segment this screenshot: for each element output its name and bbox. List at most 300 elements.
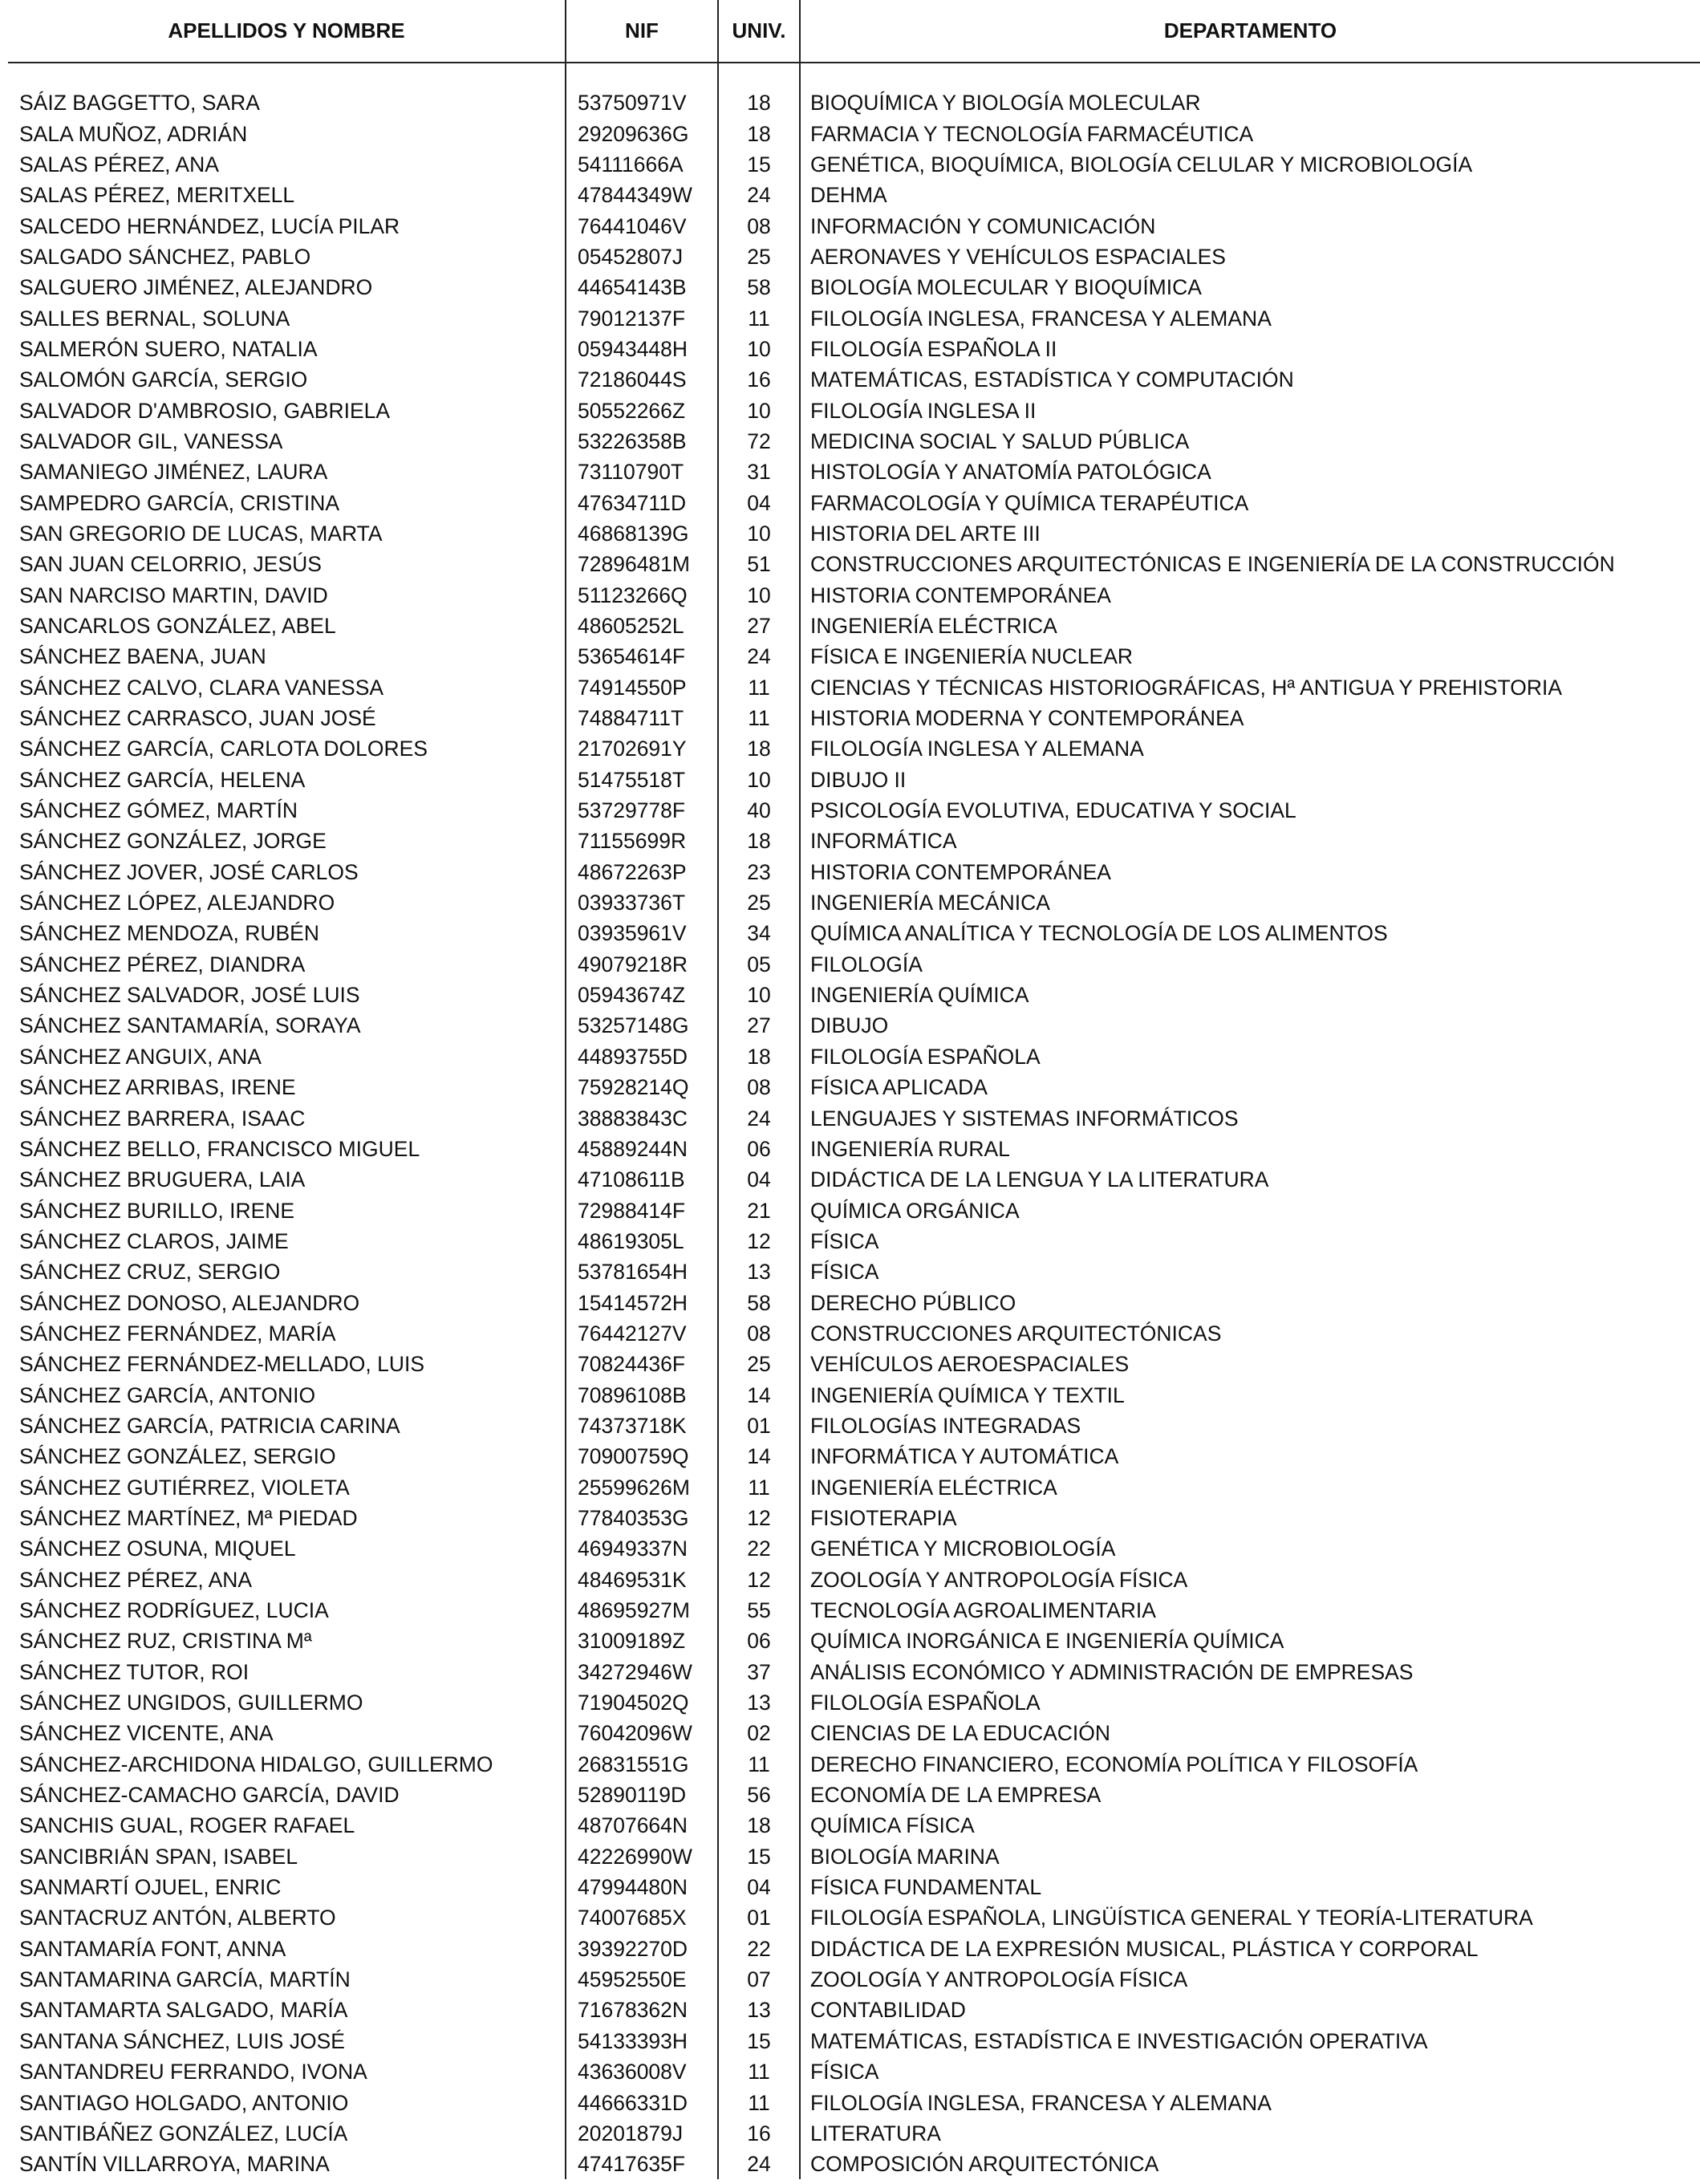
person-name-cell: SALAS PÉREZ, MERITXELL [19, 183, 295, 208]
table-row [8, 1533, 1700, 1564]
nif-cell: 38883843C [566, 1102, 718, 1133]
nif-cell: 48469531K [566, 1565, 718, 1595]
person-name-cell: SANCHIS GUAL, ROGER RAFAEL [19, 1813, 355, 1838]
nif-cell: 05452807J [566, 242, 718, 272]
university-code-cell: 58 [718, 1287, 800, 1317]
nif-cell: 74007685X [566, 1902, 718, 1933]
column-header-name: APELLIDOS Y NOMBRE [8, 0, 566, 63]
column-header-univ: UNIV. [718, 0, 800, 63]
person-name-cell: SÁNCHEZ JOVER, JOSÉ CARLOS [19, 859, 359, 884]
department-cell: INGENIERÍA MECÁNICA [800, 887, 1700, 918]
department-cell: FILOLOGÍA ESPAÑOLA II [800, 334, 1700, 364]
department-cell: FÍSICA FUNDAMENTAL [800, 1872, 1700, 1902]
university-code-cell: 10 [718, 395, 800, 425]
table-row [8, 1841, 1700, 1872]
university-code-cell: 11 [718, 1749, 800, 1780]
university-code-cell: 24 [718, 2149, 800, 2179]
department-cell: HISTORIA MODERNA Y CONTEMPORÁNEA [800, 703, 1700, 733]
table-row [8, 180, 1700, 210]
department-cell: DIDÁCTICA DE LA LENGUA Y LA LITERATURA [800, 1164, 1700, 1195]
university-code-cell: 11 [718, 302, 800, 333]
department-cell: FILOLOGÍA ESPAÑOLA [800, 1041, 1700, 1072]
department-cell: MATEMÁTICAS, ESTADÍSTICA Y COMPUTACIÓN [800, 364, 1700, 395]
table-row [8, 518, 1700, 549]
department-cell: INFORMÁTICA Y AUTOMÁTICA [800, 1441, 1700, 1472]
nif-cell: 46949337N [566, 1533, 718, 1564]
department-cell: BIOLOGÍA MOLECULAR Y BIOQUÍMICA [800, 272, 1700, 302]
table-row [8, 2149, 1700, 2179]
document-page [8, 0, 1700, 2184]
university-code-cell: 02 [718, 1718, 800, 1748]
table-row [8, 857, 1700, 887]
person-name-cell: SÁNCHEZ-CAMACHO GARCÍA, DAVID [19, 1783, 400, 1808]
table-row [8, 1503, 1700, 1533]
university-code-cell: 18 [718, 87, 800, 118]
table-row [8, 87, 1700, 118]
nif-cell: 25599626M [566, 1472, 718, 1502]
department-cell: QUÍMICA ORGÁNICA [800, 1195, 1700, 1225]
table-row [8, 1934, 1700, 1964]
nif-cell: 72896481M [566, 549, 718, 579]
university-code-cell: 27 [718, 1010, 800, 1041]
person-name-cell: SÁNCHEZ PÉREZ, DIANDRA [19, 952, 306, 976]
university-code-cell: 18 [718, 826, 800, 856]
nif-cell: 70896108B [566, 1379, 718, 1410]
university-code-cell: 27 [718, 611, 800, 641]
department-cell: FÍSICA APLICADA [800, 1072, 1700, 1102]
table-row [8, 1872, 1700, 1902]
person-name-cell: SANTÍN VILLARROYA, MARINA [19, 2152, 330, 2177]
nif-cell: 29209636G [566, 118, 718, 148]
university-code-cell: 25 [718, 242, 800, 272]
nif-cell: 76442127V [566, 1318, 718, 1349]
university-code-cell: 22 [718, 1533, 800, 1564]
nif-cell: 70900759Q [566, 1441, 718, 1472]
department-cell: CIENCIAS Y TÉCNICAS HISTORIOGRÁFICAS, Hª ANTIGUA Y PREHISTORIA [800, 672, 1700, 703]
university-code-cell: 22 [718, 1934, 800, 1964]
nif-cell: 71904502Q [566, 1687, 718, 1718]
person-name-cell: SANCIBRIÁN SPAN, ISABEL [19, 1844, 298, 1869]
university-code-cell: 11 [718, 703, 800, 733]
table-row [8, 334, 1700, 364]
table-row [8, 210, 1700, 241]
nif-cell: 53654614F [566, 641, 718, 672]
department-cell: QUÍMICA FÍSICA [800, 1810, 1700, 1841]
university-code-cell: 08 [718, 210, 800, 241]
department-cell: QUÍMICA INORGÁNICA E INGENIERÍA QUÍMICA [800, 1626, 1700, 1656]
grants-table [8, 0, 1700, 2179]
table-row [8, 611, 1700, 641]
person-name-cell: SÁNCHEZ CLAROS, JAIME [19, 1228, 289, 1253]
nif-cell: 44654143B [566, 272, 718, 302]
nif-cell: 43636008V [566, 2056, 718, 2087]
person-name-cell: SANTANA SÁNCHEZ, LUIS JOSÉ [19, 2028, 345, 2053]
table-row [8, 1318, 1700, 1349]
table-body [8, 63, 1700, 2179]
nif-cell: 45889244N [566, 1134, 718, 1164]
university-code-cell: 55 [718, 1595, 800, 1626]
department-cell: MEDICINA SOCIAL Y SALUD PÚBLICA [800, 426, 1700, 457]
person-name-cell: SÁNCHEZ RUZ, CRISTINA Mª [19, 1629, 312, 1654]
nif-cell: 47994480N [566, 1872, 718, 1902]
table-row [8, 1687, 1700, 1718]
university-code-cell: 25 [718, 1349, 800, 1379]
table-row [8, 549, 1700, 579]
university-code-cell: 21 [718, 1195, 800, 1225]
table-row [8, 1226, 1700, 1256]
table-row [8, 2087, 1700, 2117]
person-name-cell: SALAS PÉREZ, ANA [19, 152, 219, 177]
header-row [8, 0, 1700, 63]
university-code-cell: 23 [718, 857, 800, 887]
person-name-cell: SALGADO SÁNCHEZ, PABLO [19, 244, 311, 269]
table-row [8, 1995, 1700, 2025]
person-name-cell: SÁNCHEZ MARTÍNEZ, Mª PIEDAD [19, 1505, 358, 1530]
person-name-cell: SANTAMARÍA FONT, ANNA [19, 1936, 286, 1961]
nif-cell: 31009189Z [566, 1626, 718, 1656]
person-name-cell: SÁNCHEZ GUTIÉRREZ, VIOLETA [19, 1475, 350, 1500]
department-cell: DERECHO FINANCIERO, ECONOMÍA POLÍTICA Y FILOSOFÍA [800, 1749, 1700, 1780]
person-name-cell: SAN JUAN CELORRIO, JESÚS [19, 552, 322, 577]
table-row [8, 1565, 1700, 1595]
department-cell: MATEMÁTICAS, ESTADÍSTICA E INVESTIGACIÓN OPERATIVA [800, 2026, 1700, 2056]
nif-cell: 53226358B [566, 426, 718, 457]
university-code-cell: 13 [718, 1995, 800, 2025]
department-cell: FISIOTERAPIA [800, 1503, 1700, 1533]
nif-cell: 54133393H [566, 2026, 718, 2056]
university-code-cell: 08 [718, 1072, 800, 1102]
person-name-cell: SANTACRUZ ANTÓN, ALBERTO [19, 1906, 336, 1930]
nif-cell: 76441046V [566, 210, 718, 241]
department-cell: FÍSICA [800, 1226, 1700, 1256]
university-code-cell: 01 [718, 1411, 800, 1441]
university-code-cell: 37 [718, 1657, 800, 1687]
university-code-cell: 24 [718, 180, 800, 210]
header-spacer-row [8, 63, 1700, 87]
nif-cell: 53750971V [566, 87, 718, 118]
department-cell: BIOQUÍMICA Y BIOLOGÍA MOLECULAR [800, 87, 1700, 118]
table-row [8, 118, 1700, 148]
table-row [8, 302, 1700, 333]
department-cell: HISTORIA CONTEMPORÁNEA [800, 857, 1700, 887]
department-cell: DIBUJO II [800, 765, 1700, 795]
nif-cell: 72186044S [566, 364, 718, 395]
person-name-cell: SÁNCHEZ FERNÁNDEZ-MELLADO, LUIS [19, 1352, 425, 1377]
person-name-cell: SÁNCHEZ DONOSO, ALEJANDRO [19, 1290, 360, 1315]
department-cell: CONSTRUCCIONES ARQUITECTÓNICAS [800, 1318, 1700, 1349]
department-cell: ZOOLOGÍA Y ANTROPOLOGÍA FÍSICA [800, 1964, 1700, 1995]
nif-cell: 20201879J [566, 2118, 718, 2149]
person-name-cell: SÁNCHEZ-ARCHIDONA HIDALGO, GUILLERMO [19, 1752, 493, 1776]
table-row [8, 1595, 1700, 1626]
person-name-cell: SÁNCHEZ LÓPEZ, ALEJANDRO [19, 891, 335, 915]
department-cell: DERECHO PÚBLICO [800, 1287, 1700, 1317]
department-cell: FILOLOGÍA ESPAÑOLA, LINGÜÍSTICA GENERAL Y TEORÍA-LITERATURA [800, 1902, 1700, 1933]
nif-cell: 74884711T [566, 703, 718, 733]
table-row [8, 1780, 1700, 1810]
person-name-cell: SÁNCHEZ BURILLO, IRENE [19, 1198, 295, 1223]
table-row [8, 426, 1700, 457]
table-row [8, 1411, 1700, 1441]
person-name-cell: SÁNCHEZ PÉREZ, ANA [19, 1567, 253, 1592]
person-name-cell: SÁNCHEZ CRUZ, SERGIO [19, 1260, 281, 1285]
person-name-cell: SÁNCHEZ RODRÍGUEZ, LUCIA [19, 1598, 329, 1623]
person-name-cell: SANTAMARINA GARCÍA, MARTÍN [19, 1967, 351, 1992]
table-row [8, 1379, 1700, 1410]
table-row [8, 364, 1700, 395]
university-code-cell: 04 [718, 487, 800, 518]
department-cell: DIDÁCTICA DE LA EXPRESIÓN MUSICAL, PLÁSTICA Y CORPORAL [800, 1934, 1700, 1964]
university-code-cell: 11 [718, 672, 800, 703]
department-cell: FARMACOLOGÍA Y QUÍMICA TERAPÉUTICA [800, 487, 1700, 518]
table-row [8, 1134, 1700, 1164]
university-code-cell: 51 [718, 549, 800, 579]
nif-cell: 70824436F [566, 1349, 718, 1379]
nif-cell: 77840353G [566, 1503, 718, 1533]
column-header-dept: DEPARTAMENTO [800, 0, 1700, 63]
department-cell: FÍSICA E INGENIERÍA NUCLEAR [800, 641, 1700, 672]
table-row [8, 733, 1700, 764]
nif-cell: 03933736T [566, 887, 718, 918]
university-code-cell: 58 [718, 272, 800, 302]
table-row [8, 149, 1700, 180]
department-cell: COMPOSICIÓN ARQUITECTÓNICA [800, 2149, 1700, 2179]
university-code-cell: 10 [718, 334, 800, 364]
nif-cell: 52890119D [566, 1780, 718, 1810]
table-row [8, 580, 1700, 611]
person-name-cell: SANTIBÁÑEZ GONZÁLEZ, LUCÍA [19, 2121, 348, 2145]
person-name-cell: SÁNCHEZ MENDOZA, RUBÉN [19, 921, 319, 946]
table-header [8, 0, 1700, 63]
university-code-cell: 18 [718, 118, 800, 148]
person-name-cell: SÁNCHEZ GARCÍA, ANTONIO [19, 1382, 316, 1407]
university-code-cell: 15 [718, 2026, 800, 2056]
person-name-cell: SALMERÓN SUERO, NATALIA [19, 336, 318, 361]
department-cell: CONSTRUCCIONES ARQUITECTÓNICAS E INGENIERÍA DE LA CONSTRUCCIÓN [800, 549, 1700, 579]
university-code-cell: 10 [718, 518, 800, 549]
person-name-cell: SÁNCHEZ UNGIDOS, GUILLERMO [19, 1691, 363, 1715]
table-row [8, 887, 1700, 918]
table-row [8, 2118, 1700, 2149]
table-row [8, 918, 1700, 948]
university-code-cell: 40 [718, 795, 800, 826]
department-cell: TECNOLOGÍA AGROALIMENTARIA [800, 1595, 1700, 1626]
university-code-cell: 06 [718, 1626, 800, 1656]
university-code-cell: 24 [718, 1102, 800, 1133]
nif-cell: 45952550E [566, 1964, 718, 1995]
person-name-cell: SÁNCHEZ BARRERA, ISAAC [19, 1106, 306, 1131]
column-header-nif: NIF [566, 0, 718, 63]
person-name-cell: SÁNCHEZ GÓMEZ, MARTÍN [19, 798, 298, 823]
department-cell: LENGUAJES Y SISTEMAS INFORMÁTICOS [800, 1102, 1700, 1133]
university-code-cell: 14 [718, 1379, 800, 1410]
university-code-cell: 06 [718, 1134, 800, 1164]
nif-cell: 51475518T [566, 765, 718, 795]
university-code-cell: 07 [718, 1964, 800, 1995]
person-name-cell: SAN GREGORIO DE LUCAS, MARTA [19, 521, 383, 546]
person-name-cell: SÁNCHEZ CALVO, CLARA VANESSA [19, 675, 384, 700]
department-cell: AERONAVES Y VEHÍCULOS ESPACIALES [800, 242, 1700, 272]
person-name-cell: SÁNCHEZ BRUGUERA, LAIA [19, 1167, 306, 1192]
nif-cell: 39392270D [566, 1934, 718, 1964]
person-name-cell: SALA MUÑOZ, ADRIÁN [19, 121, 248, 146]
person-name-cell: SÁNCHEZ OSUNA, MIQUEL [19, 1537, 296, 1561]
table-row [8, 1195, 1700, 1225]
table-row [8, 1256, 1700, 1287]
table-row [8, 949, 1700, 980]
university-code-cell: 12 [718, 1503, 800, 1533]
nif-cell: 71678362N [566, 1995, 718, 2025]
table-row [8, 1718, 1700, 1748]
nif-cell: 53781654H [566, 1256, 718, 1287]
nif-cell: 51123266Q [566, 580, 718, 611]
table-row [8, 1102, 1700, 1133]
university-code-cell: 13 [718, 1256, 800, 1287]
table-row [8, 242, 1700, 272]
person-name-cell: SÁNCHEZ TUTOR, ROI [19, 1659, 250, 1684]
university-code-cell: 10 [718, 580, 800, 611]
table-row [8, 272, 1700, 302]
table-row [8, 1749, 1700, 1780]
nif-cell: 76042096W [566, 1718, 718, 1748]
person-name-cell: SALGUERO JIMÉNEZ, ALEJANDRO [19, 275, 373, 300]
department-cell: FILOLOGÍA INGLESA, FRANCESA Y ALEMANA [800, 302, 1700, 333]
university-code-cell: 56 [718, 1780, 800, 1810]
table-row [8, 641, 1700, 672]
person-name-cell: SAMPEDRO GARCÍA, CRISTINA [19, 490, 340, 515]
table-row [8, 1010, 1700, 1041]
table-row [8, 395, 1700, 425]
nif-cell: 72988414F [566, 1195, 718, 1225]
department-cell: FÍSICA [800, 2056, 1700, 2087]
department-cell: INGENIERÍA ELÉCTRICA [800, 611, 1700, 641]
nif-cell: 50552266Z [566, 395, 718, 425]
table-row [8, 1287, 1700, 1317]
department-cell: FILOLOGÍA INGLESA Y ALEMANA [800, 733, 1700, 764]
nif-cell: 49079218R [566, 949, 718, 980]
nif-cell: 71155699R [566, 826, 718, 856]
university-code-cell: 15 [718, 149, 800, 180]
department-cell: ZOOLOGÍA Y ANTROPOLOGÍA FÍSICA [800, 1565, 1700, 1595]
nif-cell: 53257148G [566, 1010, 718, 1041]
university-code-cell: 10 [718, 765, 800, 795]
university-code-cell: 12 [718, 1226, 800, 1256]
department-cell: GENÉTICA, BIOQUÍMICA, BIOLOGÍA CELULAR Y MICROBIOLOGÍA [800, 149, 1700, 180]
nif-cell: 47844349W [566, 180, 718, 210]
person-name-cell: SÁNCHEZ GONZÁLEZ, JORGE [19, 829, 327, 854]
university-code-cell: 11 [718, 1472, 800, 1502]
nif-cell: 44893755D [566, 1041, 718, 1072]
university-code-cell: 72 [718, 426, 800, 457]
table-row [8, 2056, 1700, 2087]
university-code-cell: 10 [718, 980, 800, 1010]
nif-cell: 47417635F [566, 2149, 718, 2179]
person-name-cell: SALVADOR GIL, VANESSA [19, 428, 283, 453]
university-code-cell: 12 [718, 1565, 800, 1595]
person-name-cell: SÁNCHEZ GARCÍA, HELENA [19, 767, 306, 792]
table-row [8, 1657, 1700, 1687]
nif-cell: 48605252L [566, 611, 718, 641]
table-row [8, 487, 1700, 518]
person-name-cell: SAMANIEGO JIMÉNEZ, LAURA [19, 460, 328, 485]
university-code-cell: 15 [718, 1841, 800, 1872]
table-row [8, 2026, 1700, 2056]
person-name-cell: SAN NARCISO MARTIN, DAVID [19, 583, 328, 607]
nif-cell: 47634711D [566, 487, 718, 518]
person-name-cell: SÁNCHEZ VICENTE, ANA [19, 1721, 274, 1746]
department-cell: INFORMÁTICA [800, 826, 1700, 856]
person-name-cell: SALLES BERNAL, SOLUNA [19, 306, 290, 331]
nif-cell: 54111666A [566, 149, 718, 180]
department-cell: INGENIERÍA ELÉCTRICA [800, 1472, 1700, 1502]
nif-cell: 48707664N [566, 1810, 718, 1841]
nif-cell: 21702691Y [566, 733, 718, 764]
table-row [8, 1964, 1700, 1995]
nif-cell: 53729778F [566, 795, 718, 826]
table-row [8, 672, 1700, 703]
department-cell: CIENCIAS DE LA EDUCACIÓN [800, 1718, 1700, 1748]
person-name-cell: SANCARLOS GONZÁLEZ, ABEL [19, 614, 336, 639]
nif-cell: 74373718K [566, 1411, 718, 1441]
table-row [8, 1072, 1700, 1102]
department-cell: ECONOMÍA DE LA EMPRESA [800, 1780, 1700, 1810]
table-row [8, 1041, 1700, 1072]
table-row [8, 703, 1700, 733]
person-name-cell: SANTIAGO HOLGADO, ANTONIO [19, 2090, 349, 2115]
table-row [8, 980, 1700, 1010]
department-cell: INFORMACIÓN Y COMUNICACIÓN [800, 210, 1700, 241]
table-row [8, 765, 1700, 795]
university-code-cell: 01 [718, 1902, 800, 1933]
table-row [8, 1902, 1700, 1933]
department-cell: FILOLOGÍA INGLESA, FRANCESA Y ALEMANA [800, 2087, 1700, 2117]
person-name-cell: SÁNCHEZ GARCÍA, CARLOTA DOLORES [19, 737, 428, 761]
department-cell: QUÍMICA ANALÍTICA Y TECNOLOGÍA DE LOS ALIMENTOS [800, 918, 1700, 948]
person-name-cell: SANMARTÍ OJUEL, ENRIC [19, 1875, 282, 1900]
nif-cell: 48672263P [566, 857, 718, 887]
table-row [8, 1626, 1700, 1656]
person-name-cell: SÁNCHEZ GARCÍA, PATRICIA CARINA [19, 1413, 400, 1438]
department-cell: BIOLOGÍA MARINA [800, 1841, 1700, 1872]
nif-cell: 75928214Q [566, 1072, 718, 1102]
department-cell: FILOLOGÍA INGLESA II [800, 395, 1700, 425]
nif-cell: 48695927M [566, 1595, 718, 1626]
person-name-cell: SALCEDO HERNÁNDEZ, LUCÍA PILAR [19, 213, 400, 238]
nif-cell: 47108611B [566, 1164, 718, 1195]
department-cell: INGENIERÍA QUÍMICA [800, 980, 1700, 1010]
person-name-cell: SÁNCHEZ FERNÁNDEZ, MARÍA [19, 1321, 336, 1346]
department-cell: CONTABILIDAD [800, 1995, 1700, 2025]
table-row [8, 1441, 1700, 1472]
table-row [8, 795, 1700, 826]
table-row [8, 1472, 1700, 1502]
department-cell: DIBUJO [800, 1010, 1700, 1041]
department-cell: PSICOLOGÍA EVOLUTIVA, EDUCATIVA Y SOCIAL [800, 795, 1700, 826]
nif-cell: 79012137F [566, 302, 718, 333]
university-code-cell: 11 [718, 2056, 800, 2087]
nif-cell: 15414572H [566, 1287, 718, 1317]
department-cell: ANÁLISIS ECONÓMICO Y ADMINISTRACIÓN DE EMPRESAS [800, 1657, 1700, 1687]
table-row [8, 1164, 1700, 1195]
university-code-cell: 34 [718, 918, 800, 948]
university-code-cell: 08 [718, 1318, 800, 1349]
department-cell: FILOLOGÍA [800, 949, 1700, 980]
person-name-cell: SÁNCHEZ GONZÁLEZ, SERGIO [19, 1444, 336, 1469]
university-code-cell: 16 [718, 364, 800, 395]
person-name-cell: SALVADOR D'AMBROSIO, GABRIELA [19, 398, 391, 423]
table-row [8, 1349, 1700, 1379]
nif-cell: 73110790T [566, 457, 718, 487]
